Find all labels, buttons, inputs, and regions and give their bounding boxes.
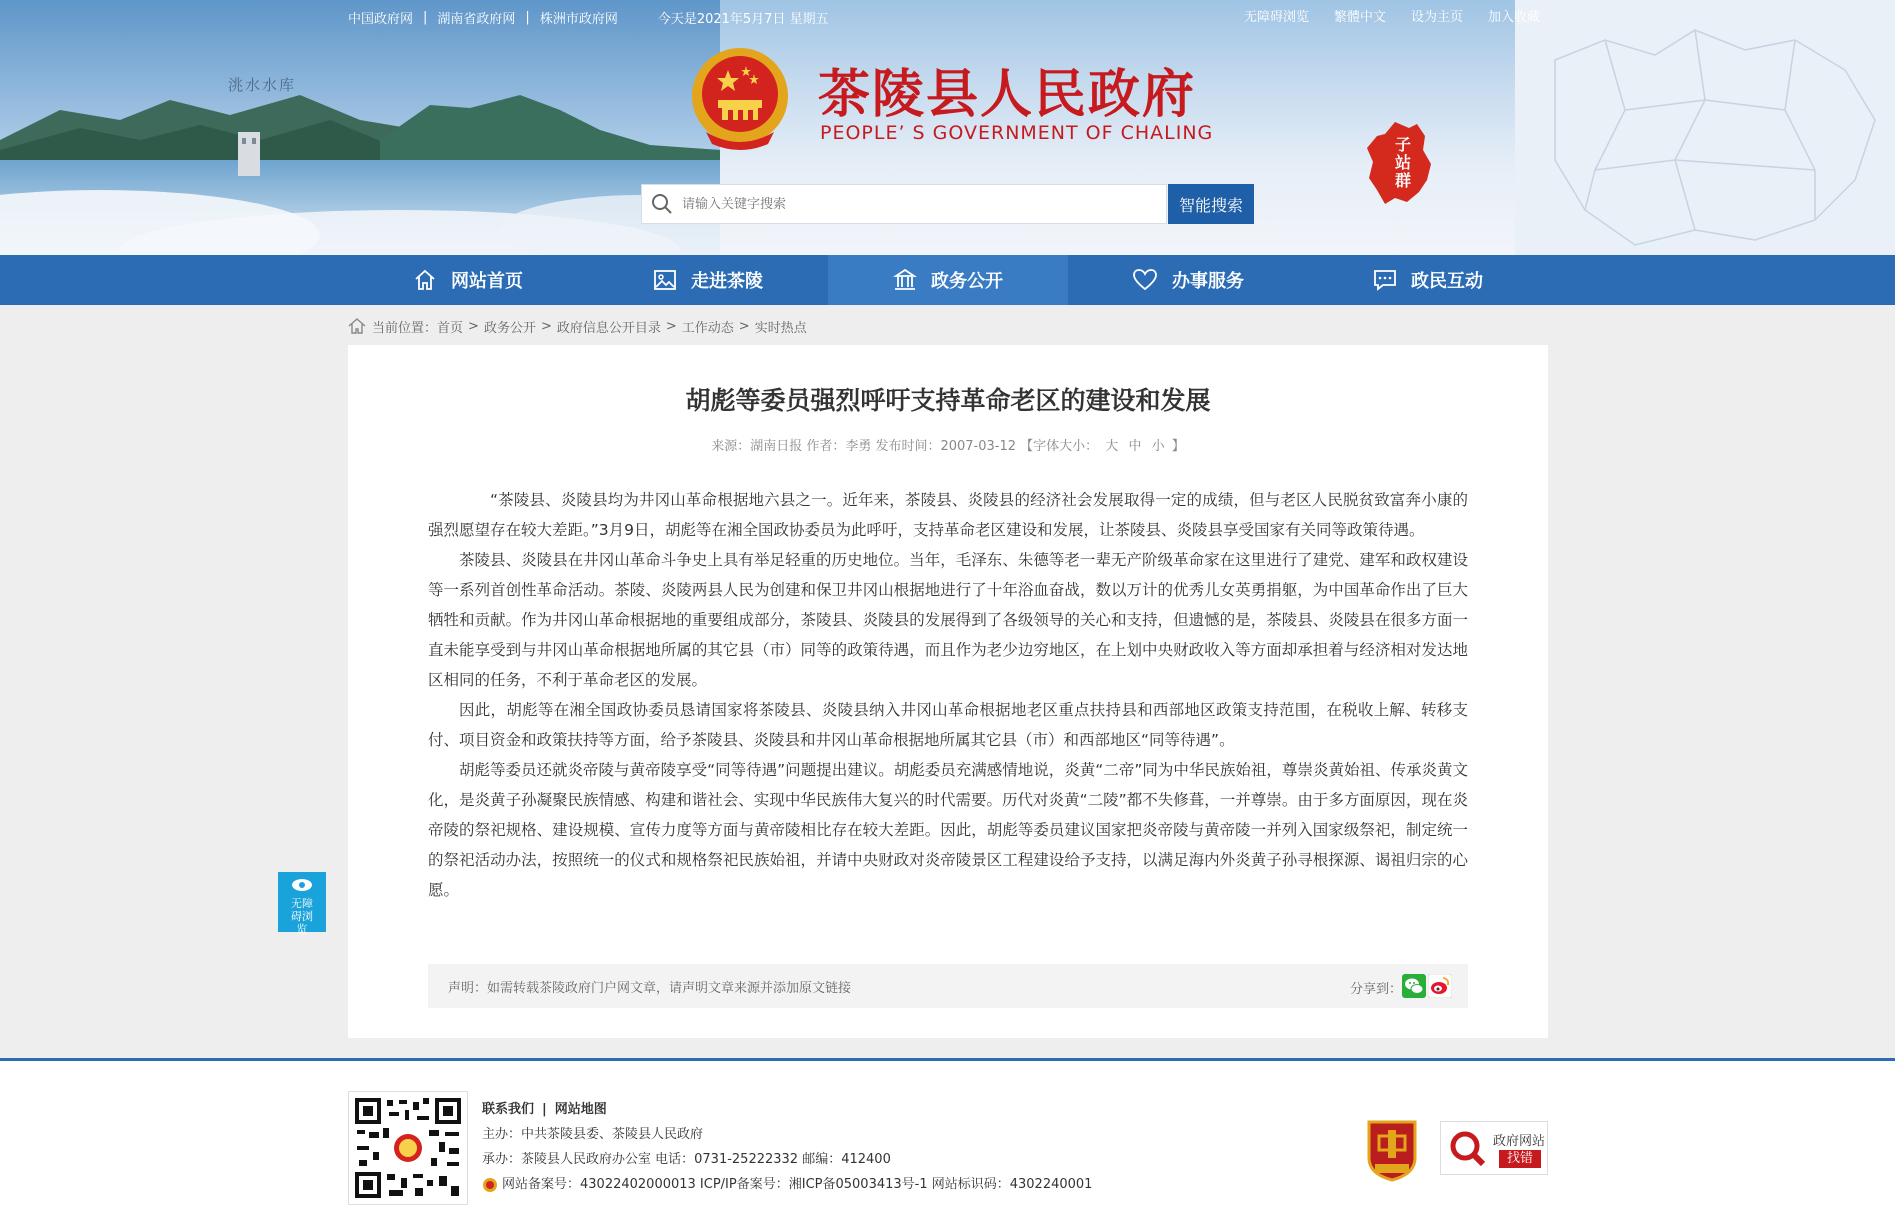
national-emblem-logo — [688, 44, 792, 154]
share-bar — [428, 964, 1468, 1008]
top-links-bar — [348, 6, 829, 28]
accessibility-link[interactable]: 无障碍浏览 — [1243, 10, 1309, 25]
footer — [0, 1061, 1895, 1228]
article-paragraph: 因此，胡彪等在湘全国政协委员恳请国家将茶陵县、炎陵县纳入井冈山革命根据地老区重点扶持县和西部地区政策支持范围，在税收上解、转移支付、项目资金和政策扶持等方面，给予茶陵县、炎陵县和井冈山革命根据地所属其它县（市）和西部地区“同等待遇”。 — [428, 701, 1468, 749]
traditional-chinese-link[interactable]: 繁體中文 — [1333, 10, 1386, 25]
breadcrumb-prefix: 当前位置： — [372, 320, 438, 336]
current-date: 今天是2021年5月7日 星期五 — [657, 11, 829, 27]
article-paragraph: 茶陵县、炎陵县在井冈山革命斗争史上具有举足轻重的历史地位。当年，毛泽东、朱德等老一辈无产阶级革命家在这里进行了建党、建军和政权建设等一系列首创性革命活动。茶陵、炎陵两县人民为创建和保卫井冈山根据地进行了十年浴血奋战，数以万计的优秀儿女英勇捐躯，为中国革命作出了巨大牺牲和贡献。作为井冈山革命根据地的重要组成部分，茶陵县、炎陵县的发展得到了各级领导的关心和支持，但遗憾的是，茶陵县、炎陵县在很多方面一直未能享受到与井冈山革命根据地所属的其它县（市）同等的政策待遇，而且作为老少边穷地区，在上划中央财政收入等方面却承担着与经济相对发达地区相同的任务，不利于革命老区的发展。 — [428, 551, 1468, 689]
weibo-share-icon[interactable] — [1428, 974, 1452, 998]
county-map-outline-image — [1515, 0, 1895, 255]
article-meta-end: 】 — [1171, 439, 1185, 454]
article-meta — [348, 435, 1548, 454]
nav-item-label: 政民互动 — [1411, 271, 1483, 292]
footer-host: 主办：中共茶陵县委、茶陵县人民政府 — [482, 1127, 704, 1142]
picture-icon — [653, 268, 677, 292]
nav-item-label: 走进茶陵 — [691, 271, 763, 292]
utility-links — [1244, 6, 1540, 28]
separator: | — [525, 9, 530, 25]
share-label: 分享到： — [1349, 982, 1402, 997]
police-badge-icon — [482, 1177, 498, 1193]
font-size-small-button[interactable]: 小 — [1151, 439, 1165, 454]
nav-item-services[interactable] — [1068, 255, 1308, 305]
breadcrumb-info-catalog[interactable]: 政府信息公开目录 — [556, 320, 661, 336]
party-government-badge[interactable] — [1365, 1118, 1419, 1182]
qr-code-image — [348, 1091, 468, 1205]
link-china-gov[interactable]: 中国政府网 — [348, 11, 414, 27]
lake-landscape-image — [0, 0, 720, 255]
article-title: 胡彪等委员强烈呼吁支持革命老区的建设和发展 — [685, 386, 1211, 415]
main-nav — [0, 255, 1895, 305]
accessibility-float-label: 无障碍浏览 — [291, 897, 313, 936]
nav-item-label: 办事服务 — [1172, 271, 1244, 292]
link-hunan-gov[interactable]: 湖南省政府网 — [437, 11, 516, 27]
nav-item-about[interactable] — [588, 255, 828, 305]
nav-item-gov-affairs[interactable] — [828, 255, 1068, 305]
set-homepage-link[interactable]: 设为主页 — [1410, 10, 1463, 25]
nav-item-label: 网站首页 — [451, 271, 523, 292]
footer-info — [482, 1097, 1092, 1197]
accessibility-float-button[interactable] — [278, 872, 326, 936]
sub-sites-label[interactable]: 子站群 — [1395, 135, 1412, 190]
font-size-large-button[interactable]: 大 — [1105, 439, 1119, 454]
smart-search-button[interactable]: 智能搜索 — [1168, 184, 1254, 224]
gov-site-correction-button[interactable] — [1440, 1121, 1548, 1175]
breadcrumb-gov-affairs[interactable]: 政务公开 — [483, 320, 536, 336]
wechat-share-icon[interactable] — [1402, 974, 1426, 998]
contact-us-link[interactable]: 联系我们 — [482, 1102, 535, 1117]
correction-label-line2: 找错 — [1499, 1150, 1541, 1168]
heart-icon — [1132, 268, 1158, 292]
lake-label: 洮水水库 — [228, 76, 297, 94]
breadcrumb-hot-topics[interactable]: 实时热点 — [754, 320, 807, 336]
footer-links: 联系我们 | 网站地图 — [482, 1102, 607, 1117]
breadcrumb-work-news[interactable]: 工作动态 — [681, 320, 734, 336]
separator: | — [423, 9, 428, 25]
magnifier-icon — [1447, 1128, 1487, 1168]
home-icon — [413, 268, 437, 292]
article-meta-info: 来源：湖南日报 作者：李勇 发布时间：2007-03-12 【字体大小： — [711, 439, 1099, 454]
nav-item-label: 政务公开 — [931, 271, 1003, 292]
nav-item-interaction[interactable] — [1308, 255, 1548, 305]
chat-icon — [1373, 268, 1397, 292]
search-box — [641, 184, 1167, 224]
footer-record: 网站备案号：43022402000013 ICP/IP备案号：湘ICP备05003413号-1 网站标识码：4302240001 — [502, 1177, 1093, 1192]
site-title: 茶陵县人民政府 — [818, 64, 1197, 125]
footer-organizer: 承办：茶陵县人民政府办公室 电话：0731-25222332 邮编：412400 — [482, 1152, 891, 1167]
disclaimer-text: 声明：如需转载茶陵政府门户网文章，请声明文章来源并添加原文链接 — [448, 980, 852, 996]
search-input[interactable] — [682, 185, 1152, 223]
breadcrumb-home[interactable]: 首页 — [437, 320, 464, 336]
article-body — [428, 485, 1468, 905]
search-icon — [642, 184, 682, 224]
government-building-icon — [893, 268, 917, 292]
breadcrumb: 当前位置： 首页 > 政务公开 > 政府信息公开目录 > 工作动态 > 实时热点 — [348, 315, 807, 337]
add-favorite-link[interactable]: 加入收藏 — [1487, 10, 1540, 25]
article-paragraph: “茶陵县、炎陵县均为井冈山革命根据地六县之一。近年来，茶陵县、炎陵县的经济社会发展取得一定的成绩，但与老区人民脱贫致富奔小康的强烈愿望存在较大差距。”3月9日，胡彪等在湘全国政协委员为此呼吁，支持革命老区建设和发展，让茶陵县、炎陵县享受国家有关同等政策待遇。 — [428, 491, 1468, 539]
font-size-medium-button[interactable]: 中 — [1128, 439, 1142, 454]
sitemap-link[interactable]: 网站地图 — [554, 1102, 607, 1117]
eye-icon — [291, 878, 313, 892]
article-card — [348, 345, 1548, 1038]
article-paragraph: 胡彪等委员还就炎帝陵与黄帝陵享受“同等待遇”问题提出建议。胡彪委员充满感情地说，炎黄“二帝”同为中华民族始祖，尊崇炎黄始祖、传承炎黄文化，是炎黄子孙凝聚民族情感、构建和谐社会、实现中华民族伟大复兴的时代需要。历代对炎黄“二陵”都不失修葺，一并尊崇。由于多方面原因，现在炎帝陵的祭祀规格、建设规模、宣传力度等方面与黄帝陵相比存在较大差距。因此，胡彪等委员建议国家把炎帝陵与黄帝陵一并列入国家级祭祀，制定统一的祭祀活动办法，按照统一的仪式和规格祭祀民族始祖，并请中央财政对炎帝陵景区工程建设给予支持，以满足海内外炎黄子孙寻根探源、谒祖归宗的心愿。 — [428, 761, 1468, 899]
nav-item-home[interactable] — [348, 255, 588, 305]
correction-label-line1: 政府网站 — [1493, 1134, 1546, 1149]
link-zhuzhou-gov[interactable]: 株洲市政府网 — [539, 11, 618, 27]
home-icon — [348, 318, 366, 334]
site-subtitle: PEOPLE’ S GOVERNMENT OF CHALING — [820, 122, 1214, 144]
footer-record-row — [482, 1172, 1092, 1197]
